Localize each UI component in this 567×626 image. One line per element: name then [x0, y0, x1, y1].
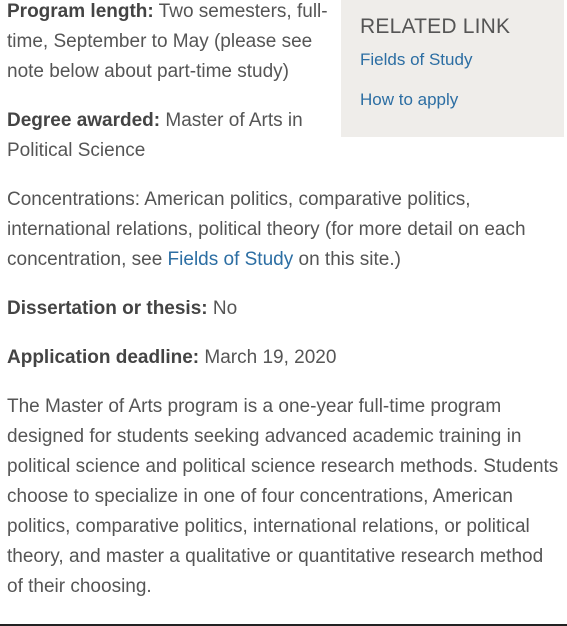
sidebar-link-fields-of-study[interactable]: Fields of Study: [360, 50, 473, 69]
dissertation-value: No: [207, 298, 238, 319]
fields-of-study-inline-link[interactable]: Fields of Study: [167, 249, 294, 270]
dissertation: [7, 294, 562, 324]
application-deadline: [7, 343, 562, 373]
program-length: [7, 0, 329, 87]
concentrations-text-end: on this site.): [293, 249, 401, 270]
degree-label: Degree awarded:: [7, 110, 161, 131]
concentrations: [7, 185, 562, 275]
related-links-sidebar: [341, 0, 564, 137]
dissertation-label: Dissertation or thesis:: [7, 298, 208, 319]
program-description: The Master of Arts program is a one-year full-time program designed for students seeking advanced academic training in political science and political science research methods. Students choose to specialize in one of four concentrations, American politics, comparative politics, international relations, or political theory, and master a qualitative or quantitative research method of their choosing.: [7, 396, 559, 597]
program-length-value: Two semesters, full-time, September to May (please see note below about part-time study): [7, 1, 328, 82]
deadline-label: Application deadline:: [7, 347, 200, 368]
program-length-label: Program length:: [7, 1, 154, 22]
sidebar-link-how-to-apply[interactable]: How to apply: [360, 90, 459, 109]
deadline-value: March 19, 2020: [199, 347, 337, 368]
degree-awarded: [7, 106, 329, 166]
sidebar-title: RELATED LINK: [360, 15, 511, 38]
degree-value: Master of Arts in Political Science: [7, 110, 303, 161]
concentrations-text: Concentrations: American politics, comparative politics, international relations, political theory (for more detail on each concentration, see: [7, 189, 526, 270]
